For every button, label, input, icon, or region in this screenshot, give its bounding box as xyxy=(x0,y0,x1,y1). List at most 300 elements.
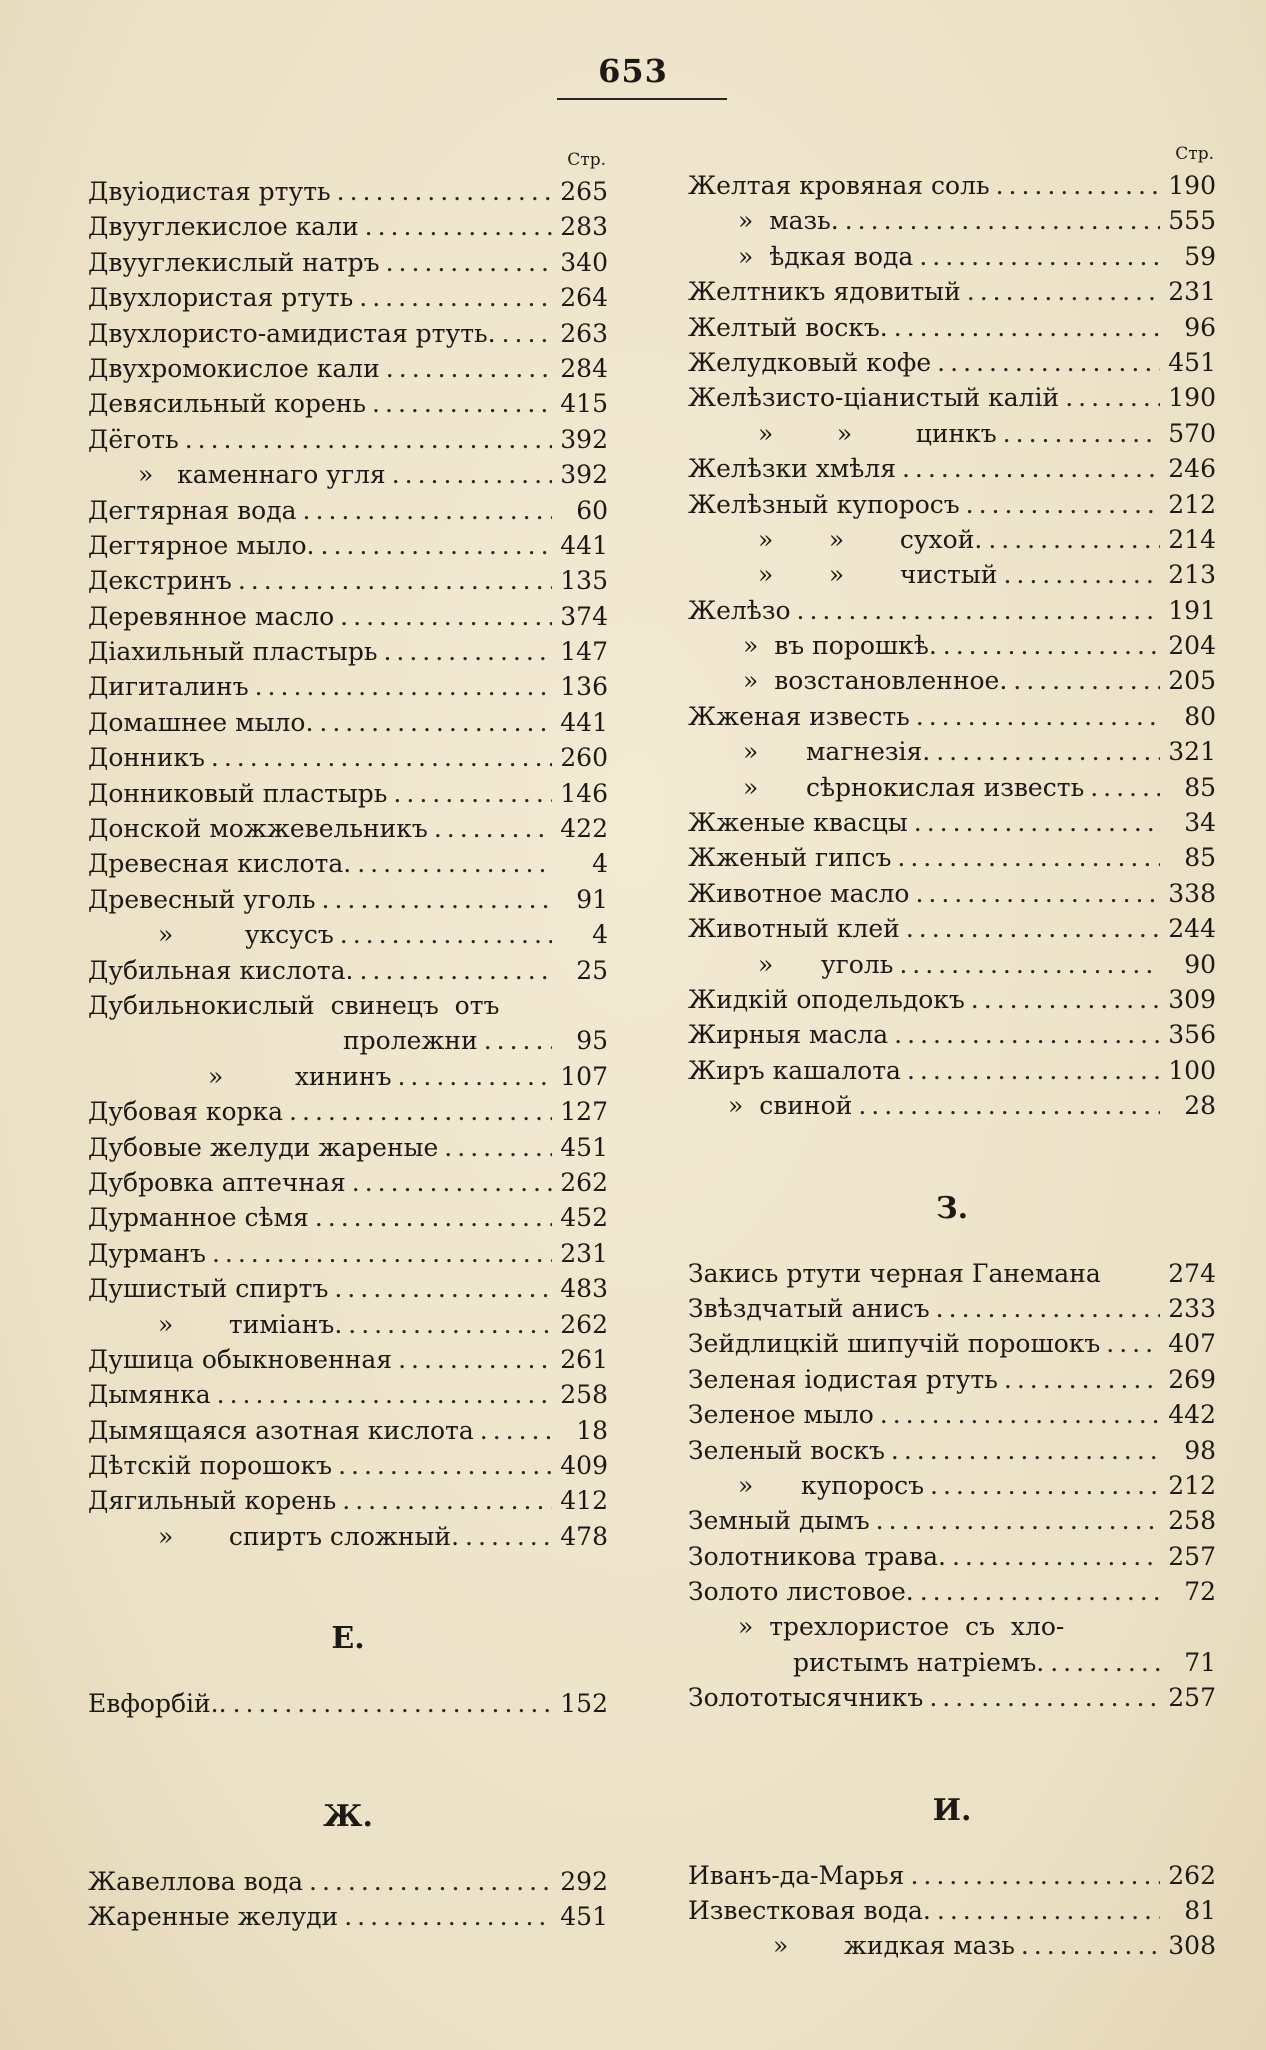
entry-page: 441 xyxy=(560,707,608,737)
entry-page: 257 xyxy=(1168,1541,1216,1571)
entry-page: 107 xyxy=(560,1061,608,1091)
index-entry xyxy=(88,1130,608,1165)
leader-dots xyxy=(434,811,552,846)
index-entry xyxy=(88,457,608,492)
leader-dots xyxy=(397,1059,552,1094)
entry-name: Дурманъ xyxy=(88,1238,206,1268)
entry-page: 146 xyxy=(560,778,608,808)
leader-dots xyxy=(340,917,552,952)
entry-page: 356 xyxy=(1168,1020,1216,1050)
index-entry xyxy=(688,1680,1216,1715)
column-header-str: Стр. xyxy=(567,150,606,170)
entry-page: 283 xyxy=(560,212,608,242)
entry-page: 85 xyxy=(1184,843,1216,873)
entry-name: Дегтярное мыло. xyxy=(88,530,315,560)
entry-name: » ѣдкая вода xyxy=(738,241,914,271)
section-spacer xyxy=(688,1124,1216,1184)
entry-page: 95 xyxy=(576,1026,608,1056)
index-entry xyxy=(88,174,608,209)
entry-page: 274 xyxy=(1168,1258,1216,1288)
entry-name: Животный клей xyxy=(688,914,900,944)
leader-dots xyxy=(916,699,1160,734)
leader-dots xyxy=(1013,663,1160,698)
leader-dots xyxy=(891,1433,1160,1468)
entry-page: 18 xyxy=(576,1415,608,1445)
entry-page: 59 xyxy=(1184,241,1216,271)
index-entry xyxy=(88,1271,608,1306)
entry-name: Золототысячникъ xyxy=(688,1683,924,1713)
entry-page: 258 xyxy=(1168,1506,1216,1536)
entry-name: Деревянное масло xyxy=(88,601,335,631)
entry-name: » сѣрнокислая известь xyxy=(743,772,1085,802)
entry-name: Душица обыкновенная xyxy=(88,1344,393,1374)
page-number: 653 xyxy=(598,52,668,90)
entry-name: ристымъ натріемъ. xyxy=(793,1647,1045,1677)
entry-page: 85 xyxy=(1184,772,1216,802)
leader-dots xyxy=(365,209,552,244)
entry-name: » уголь xyxy=(758,949,894,979)
leader-dots xyxy=(233,1686,552,1721)
index-entry xyxy=(688,380,1216,415)
entry-name: Двууглекислое кали xyxy=(88,212,359,242)
entry-page: 72 xyxy=(1184,1577,1216,1607)
entry-name: Жженые квасцы xyxy=(688,808,908,838)
entry-name: Дымянка xyxy=(88,1380,211,1410)
entry-page: 190 xyxy=(1168,171,1216,200)
index-entry xyxy=(688,239,1216,274)
entry-name: Двухлористая ртуть xyxy=(88,283,354,313)
entry-name: Дегтярная вода xyxy=(88,495,297,525)
entry-page: 80 xyxy=(1184,701,1216,731)
entry-name: Жавеллова вода xyxy=(88,1866,304,1896)
entry-page: 257 xyxy=(1168,1683,1216,1713)
entry-page: 246 xyxy=(1168,454,1216,484)
leader-dots xyxy=(845,203,1160,238)
entry-page: 483 xyxy=(560,1274,608,1304)
leader-dots xyxy=(1065,380,1160,415)
leader-dots xyxy=(907,1053,1160,1088)
entry-page: 452 xyxy=(560,1203,608,1233)
index-entry xyxy=(688,947,1216,982)
index-entry xyxy=(88,1448,608,1483)
entry-name: Двуіодистая ртуть xyxy=(88,177,331,206)
index-entry xyxy=(688,168,1216,203)
leader-dots xyxy=(996,168,1160,203)
leader-dots xyxy=(937,345,1160,380)
entry-name: Известковая вода. xyxy=(688,1896,931,1926)
entry-page: 392 xyxy=(560,460,608,490)
entry-page: 570 xyxy=(1168,418,1216,448)
leader-dots xyxy=(876,1503,1160,1538)
entry-name: Душистый спиртъ xyxy=(88,1274,329,1304)
entry-page: 409 xyxy=(560,1451,608,1481)
index-entry xyxy=(88,1686,608,1721)
entry-name: Жженый гипсъ xyxy=(688,843,892,873)
entry-page: 269 xyxy=(1168,1364,1216,1394)
leader-dots xyxy=(966,487,1160,522)
entry-name: Діахильный пластырь xyxy=(88,637,378,667)
leader-dots xyxy=(797,593,1160,628)
index-entry xyxy=(688,628,1216,663)
entry-page: 191 xyxy=(1168,595,1216,625)
leader-dots xyxy=(352,1165,552,1200)
entry-name: Древесная кислота. xyxy=(88,849,352,879)
entry-name: Зеленое мыло xyxy=(688,1400,874,1430)
leader-dots xyxy=(185,422,552,457)
leader-dots xyxy=(967,274,1160,309)
entry-name: Дѣтскій порошокъ xyxy=(88,1451,333,1481)
header-rule xyxy=(557,98,727,100)
entry-page: 28 xyxy=(1184,1091,1216,1121)
entry-page: 147 xyxy=(560,637,608,667)
leader-dots xyxy=(858,1088,1160,1123)
entry-name: Донниковый пластырь xyxy=(88,778,388,808)
entry-page: 152 xyxy=(560,1689,608,1719)
entry-page: 231 xyxy=(1168,277,1216,307)
leader-dots xyxy=(340,599,552,634)
leader-dots xyxy=(894,1017,1160,1052)
entry-page: 451 xyxy=(1168,347,1216,377)
entry-page: 190 xyxy=(1168,383,1216,413)
entry-page: 412 xyxy=(560,1486,608,1516)
entry-name: » свиной xyxy=(728,1091,853,1121)
index-entry xyxy=(88,280,608,315)
entry-name: Жирныя масла xyxy=(688,1020,889,1050)
leader-dots xyxy=(894,310,1160,345)
entry-name: Двууглекислый натръ xyxy=(88,247,380,277)
entry-name: » хининъ xyxy=(208,1061,392,1091)
leader-dots xyxy=(952,1539,1160,1574)
index-entry xyxy=(88,811,608,846)
entry-name: Животное масло xyxy=(688,878,910,908)
entry-page: 213 xyxy=(1168,560,1216,590)
index-entry xyxy=(688,1397,1216,1432)
index-entry xyxy=(688,451,1216,486)
entry-page: 308 xyxy=(1168,1931,1216,1961)
entry-page: 261 xyxy=(560,1344,608,1374)
index-entry xyxy=(88,740,608,775)
leader-dots xyxy=(309,1864,552,1899)
entry-page: 205 xyxy=(1168,666,1216,696)
leader-dots xyxy=(342,1483,552,1518)
index-entry xyxy=(88,634,608,669)
entry-page: 265 xyxy=(560,177,608,206)
index-entry xyxy=(688,1433,1216,1468)
index-entry xyxy=(88,1899,608,1934)
entry-page: 284 xyxy=(560,353,608,383)
section-spacer xyxy=(88,1554,608,1614)
index-entry xyxy=(688,1468,1216,1503)
index-entry xyxy=(88,1864,608,1899)
section-spacer xyxy=(688,1716,1216,1786)
index-entry xyxy=(688,416,1216,451)
index-entry xyxy=(88,988,608,1023)
entry-name: Дёготь xyxy=(88,424,179,454)
index-entry xyxy=(688,345,1216,380)
index-entry xyxy=(688,663,1216,698)
leader-dots xyxy=(372,386,552,421)
index-entry xyxy=(688,274,1216,309)
index-entry xyxy=(688,1088,1216,1123)
entry-name: Дурманное сѣмя xyxy=(88,1203,309,1233)
entry-page: 338 xyxy=(1168,878,1216,908)
index-entry xyxy=(688,805,1216,840)
index-entry xyxy=(88,245,608,280)
index-entry xyxy=(688,1017,1216,1052)
right-column xyxy=(688,140,1216,1964)
leader-dots xyxy=(217,1377,552,1412)
leader-dots xyxy=(899,947,1160,982)
entry-name: Желтникъ ядовитый xyxy=(688,277,961,307)
leader-dots xyxy=(359,953,552,988)
section-letter-heading: З. xyxy=(935,1190,969,1226)
leader-dots xyxy=(502,316,552,351)
leader-dots xyxy=(484,1023,552,1058)
leader-dots xyxy=(936,734,1160,769)
index-entry xyxy=(88,776,608,811)
leader-dots xyxy=(398,1342,552,1377)
entry-name: Дубильнокислый свинецъ отъ xyxy=(88,990,500,1020)
entry-name: Дымящаяся азотная кислота xyxy=(88,1415,474,1445)
index-entry xyxy=(688,876,1216,911)
entry-page: 340 xyxy=(560,247,608,277)
index-entry xyxy=(688,840,1216,875)
index-entry xyxy=(88,1307,608,1342)
index-entry xyxy=(88,599,608,634)
entry-page: 90 xyxy=(1184,949,1216,979)
entry-page: 135 xyxy=(560,566,608,596)
index-entry xyxy=(688,1539,1216,1574)
leader-dots xyxy=(383,634,552,669)
entry-name: Желѣзо xyxy=(688,595,791,625)
index-entry xyxy=(688,982,1216,1017)
entry-page: 231 xyxy=(560,1238,608,1268)
entry-page: 392 xyxy=(560,424,608,454)
entry-page: 100 xyxy=(1168,1055,1216,1085)
index-entry xyxy=(688,487,1216,522)
entry-name: Древесный уголь xyxy=(88,884,316,914)
entry-page: 260 xyxy=(560,743,608,773)
index-entry xyxy=(688,1928,1216,1963)
entry-page: 71 xyxy=(1184,1647,1216,1677)
index-entry xyxy=(88,493,608,528)
column-header-str: Стр. xyxy=(1175,144,1214,164)
entry-name: » спиртъ сложный. xyxy=(158,1521,460,1551)
entry-name: Зеленая іодистая ртуть xyxy=(688,1364,998,1394)
leader-dots xyxy=(255,669,552,704)
entry-page: 264 xyxy=(560,283,608,313)
entry-page: 4 xyxy=(592,920,608,950)
entry-page: 442 xyxy=(1168,1400,1216,1430)
entry-page: 262 xyxy=(560,1309,608,1339)
section-letter-heading: Ж. xyxy=(323,1798,373,1834)
leader-dots xyxy=(1090,770,1160,805)
entry-name: Домашнее мыло. xyxy=(88,707,314,737)
leader-dots xyxy=(1004,1362,1160,1397)
index-entry xyxy=(88,563,608,598)
entry-name: Иванъ-да-Марья xyxy=(688,1860,905,1890)
entry-name: Дубовые желуди жареные xyxy=(88,1132,439,1162)
leader-dots xyxy=(910,1858,1160,1893)
entry-name: Жиръ кашалота xyxy=(688,1055,901,1085)
entry-page: 555 xyxy=(1168,206,1216,236)
index-entry xyxy=(88,422,608,457)
entry-page: 292 xyxy=(560,1866,608,1896)
index-entry xyxy=(88,1519,608,1554)
index-entry xyxy=(88,1483,608,1518)
leader-dots xyxy=(1021,1928,1160,1963)
index-entry xyxy=(688,1503,1216,1538)
leader-dots xyxy=(315,1200,552,1235)
leader-dots xyxy=(1106,1326,1160,1361)
entry-name: » трехлористое съ хло- xyxy=(738,1612,1065,1642)
index-entry xyxy=(688,911,1216,946)
entry-name: » магнезія. xyxy=(743,737,931,767)
entry-page: 263 xyxy=(560,318,608,348)
entry-name: Дягильный корень xyxy=(88,1486,337,1516)
leader-dots xyxy=(337,174,552,209)
index-entry xyxy=(688,557,1216,592)
entry-page: 415 xyxy=(560,389,608,419)
entry-name: Золото листовое. xyxy=(688,1577,914,1607)
leader-dots xyxy=(936,1291,1160,1326)
entry-name: Двухлористо-амидистая ртуть. xyxy=(88,318,496,348)
entry-name: Желтая кровяная соль xyxy=(688,171,990,200)
entry-name: Желѣзисто-ціанистый калій xyxy=(688,383,1060,413)
entry-name: » уксусъ xyxy=(158,920,334,950)
entry-page: 127 xyxy=(560,1097,608,1127)
index-entry xyxy=(688,310,1216,345)
index-entry xyxy=(688,203,1216,238)
entry-name: Земный дымъ xyxy=(688,1506,870,1536)
entry-page: 212 xyxy=(1168,489,1216,519)
index-entry xyxy=(88,669,608,704)
leader-dots xyxy=(338,1448,552,1483)
leader-dots xyxy=(392,457,552,492)
leader-dots xyxy=(444,1130,552,1165)
entry-name: » жидкая мазь xyxy=(773,1931,1015,1961)
entry-page: 441 xyxy=(560,530,608,560)
index-entry xyxy=(88,1236,608,1271)
index-entry xyxy=(88,528,608,563)
index-entry xyxy=(688,1609,1216,1644)
entry-page: 204 xyxy=(1168,631,1216,661)
entry-name: » въ порошкѣ. xyxy=(743,631,937,661)
leader-dots xyxy=(238,563,552,598)
index-entry xyxy=(688,734,1216,769)
index-entry xyxy=(88,1342,608,1377)
index-entry xyxy=(88,316,608,351)
entry-name: Желѣзки хмѣля xyxy=(688,454,896,484)
entry-page: 262 xyxy=(560,1167,608,1197)
index-entry xyxy=(688,522,1216,557)
leader-dots xyxy=(480,1413,552,1448)
leader-dots xyxy=(359,280,552,315)
index-entry xyxy=(688,593,1216,628)
index-entry xyxy=(88,209,608,244)
leader-dots xyxy=(465,1519,552,1554)
entry-name: » купоросъ xyxy=(738,1470,924,1500)
entry-name: Дигиталинъ xyxy=(88,672,249,702)
leader-dots xyxy=(211,740,552,775)
entry-name: » » чистый xyxy=(758,560,998,590)
leader-dots xyxy=(319,705,552,740)
leader-dots xyxy=(386,245,552,280)
entry-name: Жаренные желуди xyxy=(88,1902,339,1932)
leader-dots xyxy=(1050,1645,1160,1680)
leader-dots xyxy=(971,982,1160,1017)
leader-dots xyxy=(937,1893,1160,1928)
section-spacer xyxy=(88,1722,608,1792)
entry-page: 60 xyxy=(576,495,608,525)
leader-dots xyxy=(915,876,1160,911)
leader-dots xyxy=(212,1236,552,1271)
entry-name: » » цинкъ xyxy=(758,418,997,448)
index-entry xyxy=(88,386,608,421)
leader-dots xyxy=(344,1899,552,1934)
leader-dots xyxy=(880,1397,1160,1432)
section-letter-heading: Е. xyxy=(331,1621,365,1657)
left-column xyxy=(88,146,608,1934)
entry-name: Желѣзный купоросъ xyxy=(688,489,960,519)
entry-page: 136 xyxy=(560,672,608,702)
index-entry xyxy=(688,1362,1216,1397)
leader-dots xyxy=(386,351,552,386)
index-entry xyxy=(88,1200,608,1235)
entry-name: » мазь. xyxy=(738,206,839,236)
entry-name: Звѣздчатый анисъ xyxy=(688,1293,930,1323)
index-entry xyxy=(88,1059,608,1094)
leader-dots xyxy=(919,239,1160,274)
leader-dots xyxy=(348,1307,552,1342)
entry-name: » » сухой. xyxy=(758,524,983,554)
entry-page: 262 xyxy=(1168,1860,1216,1890)
section-letter-heading: И. xyxy=(932,1792,972,1828)
entry-page: 258 xyxy=(560,1380,608,1410)
index-entry xyxy=(88,1094,608,1129)
leader-dots xyxy=(906,911,1160,946)
entry-name: Евфорбій.. xyxy=(88,1689,227,1719)
entry-page: 451 xyxy=(560,1132,608,1162)
entry-page: 91 xyxy=(576,884,608,914)
entry-name: » возстановленное. xyxy=(743,666,1008,696)
index-entry xyxy=(688,1326,1216,1361)
leader-dots xyxy=(1003,557,1160,592)
entry-page: 34 xyxy=(1184,808,1216,838)
entry-page: 96 xyxy=(1184,312,1216,342)
entry-page: 212 xyxy=(1168,1470,1216,1500)
index-entry xyxy=(688,699,1216,734)
leader-dots xyxy=(322,882,552,917)
index-entry xyxy=(88,846,608,881)
entry-page: 422 xyxy=(560,814,608,844)
entry-name: Жидкій оподельдокъ xyxy=(688,984,965,1014)
entry-page: 98 xyxy=(1184,1435,1216,1465)
leader-dots xyxy=(303,493,552,528)
entry-page: 321 xyxy=(1168,737,1216,767)
entry-name: » тиміанъ. xyxy=(158,1309,343,1339)
entry-page: 214 xyxy=(1168,524,1216,554)
leader-dots xyxy=(902,451,1160,486)
index-entry xyxy=(88,1413,608,1448)
entry-name: Дубильная кислота. xyxy=(88,955,354,985)
entry-name: Декстринъ xyxy=(88,566,232,596)
leader-dots xyxy=(943,628,1160,663)
index-entry xyxy=(88,953,608,988)
index-entry xyxy=(688,1053,1216,1088)
entry-name: Закись ртути черная Ганемана xyxy=(688,1258,1101,1288)
entry-name: Желтый воскъ. xyxy=(688,312,888,342)
